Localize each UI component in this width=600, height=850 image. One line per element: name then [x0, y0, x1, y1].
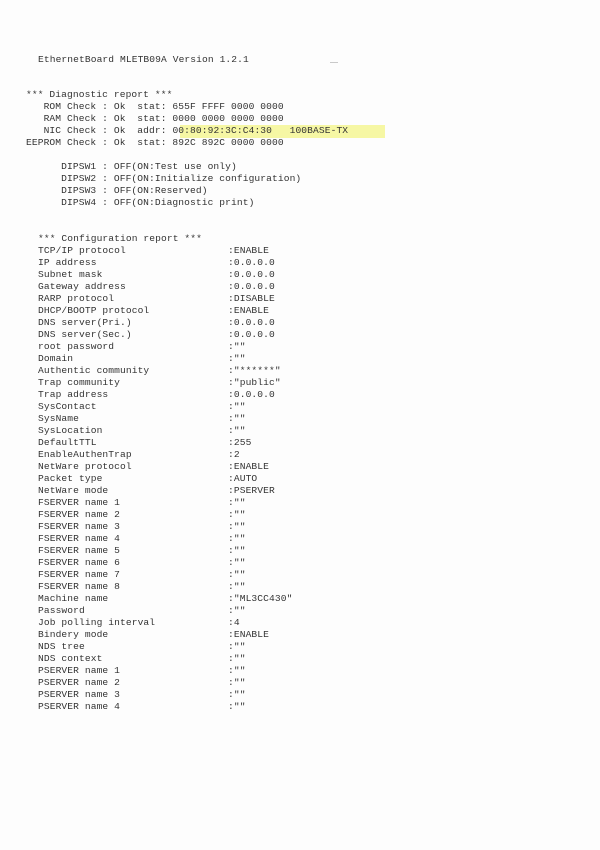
config-value: :0.0.0.0	[228, 281, 275, 292]
config-label: FSERVER name 3	[38, 521, 121, 532]
config-label: EnableAuthenTrap	[38, 449, 132, 460]
dipsw1-line: DIPSW1 : OFF(ON:Test use only)	[26, 161, 237, 172]
config-label: FSERVER name 4	[38, 533, 121, 544]
config-label: Subnet mask	[38, 269, 103, 280]
nic-check-prefix: NIC Check : Ok addr:	[26, 125, 173, 136]
diagnostic-title: *** Diagnostic report ***	[26, 89, 173, 100]
config-value: :""	[228, 353, 246, 364]
config-value: :ENABLE	[228, 461, 270, 472]
config-label: DHCP/BOOTP protocol	[38, 305, 150, 316]
config-value: :""	[228, 533, 246, 544]
config-label: NetWare protocol	[38, 461, 132, 472]
config-value: :""	[228, 677, 246, 688]
config-value: :""	[228, 545, 246, 556]
config-label: Password	[38, 605, 85, 616]
config-value: :255	[228, 437, 252, 448]
config-label: RARP protocol	[38, 293, 115, 304]
config-label: Machine name	[38, 593, 109, 604]
config-value: :4	[228, 617, 240, 628]
dipsw4-line: DIPSW4 : OFF(ON:Diagnostic print)	[26, 197, 255, 208]
config-label: NDS context	[38, 653, 103, 664]
config-label: TCP/IP protocol	[38, 245, 126, 256]
config-label: SysName	[38, 413, 80, 424]
config-value: :""	[228, 653, 246, 664]
rom-check-line: ROM Check : Ok stat: 655F FFFF 0000 0000	[26, 101, 284, 112]
config-label: FSERVER name 8	[38, 581, 121, 592]
config-label: PSERVER name 1	[38, 665, 121, 676]
config-label: SysContact	[38, 401, 97, 412]
paper-speck	[330, 62, 338, 63]
config-label: Gateway address	[38, 281, 126, 292]
config-label: root password	[38, 341, 115, 352]
config-label: FSERVER name 6	[38, 557, 121, 568]
config-label: Job polling interval	[38, 617, 156, 628]
config-value: :"public"	[228, 377, 281, 388]
config-value: :""	[228, 689, 246, 700]
config-value: :""	[228, 641, 246, 652]
config-label: PSERVER name 3	[38, 689, 121, 700]
config-value: :AUTO	[228, 473, 258, 484]
config-title: *** Configuration report ***	[38, 233, 203, 244]
config-value: :0.0.0.0	[228, 269, 275, 280]
config-value: :DISABLE	[228, 293, 275, 304]
config-value: :""	[228, 569, 246, 580]
config-value: :""	[228, 401, 246, 412]
config-label: DefaultTTL	[38, 437, 97, 448]
eeprom-check-line: EEPROM Check : Ok stat: 892C 892C 0000 0000	[26, 137, 284, 148]
config-label: NDS tree	[38, 641, 85, 652]
config-label: DNS server(Pri.)	[38, 317, 132, 328]
config-value: :""	[228, 341, 246, 352]
dipsw2-line: DIPSW2 : OFF(ON:Initialize configuration)	[26, 173, 302, 184]
config-value: :"******"	[228, 365, 281, 376]
config-value: :PSERVER	[228, 485, 275, 496]
config-label: FSERVER name 1	[38, 497, 121, 508]
config-value: :ENABLE	[228, 245, 270, 256]
config-value: :""	[228, 521, 246, 532]
config-label: NetWare mode	[38, 485, 109, 496]
config-value: :0.0.0.0	[228, 317, 275, 328]
config-label: Authentic community	[38, 365, 150, 376]
config-value: :""	[228, 557, 246, 568]
config-value: :""	[228, 665, 246, 676]
config-label: PSERVER name 2	[38, 677, 121, 688]
config-label: SysLocation	[38, 425, 103, 436]
config-label: Domain	[38, 353, 74, 364]
config-label: PSERVER name 4	[38, 701, 121, 712]
config-value: :ENABLE	[228, 305, 270, 316]
config-label: Trap community	[38, 377, 121, 388]
ram-check-line: RAM Check : Ok stat: 0000 0000 0000 0000	[26, 113, 284, 124]
config-value: :""	[228, 425, 246, 436]
config-value: :""	[228, 413, 246, 424]
config-value: :""	[228, 605, 246, 616]
config-value: :ENABLE	[228, 629, 270, 640]
nic-check-line	[26, 125, 348, 137]
config-label: FSERVER name 2	[38, 509, 121, 520]
config-value: :"ML3CC430"	[228, 593, 293, 604]
config-value: :2	[228, 449, 240, 460]
config-label: FSERVER name 7	[38, 569, 121, 580]
config-value: :""	[228, 497, 246, 508]
config-value: :""	[228, 509, 246, 520]
config-value: :0.0.0.0	[228, 389, 275, 400]
header-line: EthernetBoard MLETB09A Version 1.2.1	[38, 54, 249, 65]
config-label: Bindery mode	[38, 629, 109, 640]
config-value: :""	[228, 701, 246, 712]
dipsw3-line: DIPSW3 : OFF(ON:Reserved)	[26, 185, 208, 196]
config-label: IP address	[38, 257, 97, 268]
nic-address: 00:80:92:3C:C4:30 100BASE-TX	[172, 125, 349, 136]
config-label: FSERVER name 5	[38, 545, 121, 556]
config-value: :""	[228, 581, 246, 592]
config-value: :0.0.0.0	[228, 257, 275, 268]
config-label: DNS server(Sec.)	[38, 329, 132, 340]
config-value: :0.0.0.0	[228, 329, 275, 340]
config-label: Packet type	[38, 473, 103, 484]
config-label: Trap address	[38, 389, 109, 400]
